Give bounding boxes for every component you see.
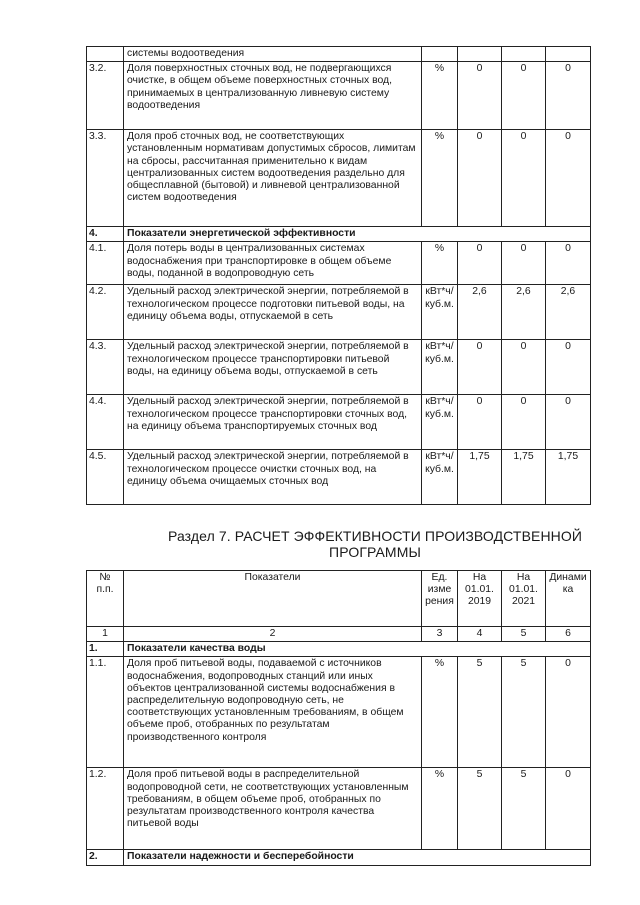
- row-value-3: 1,75: [546, 450, 591, 505]
- row-unit: %: [422, 657, 458, 768]
- table-header-row: [87, 571, 591, 627]
- header-name: Показатели: [124, 571, 422, 627]
- row-name: Удельный расход электрической энергии, потребляемой в технологическом процессе очистки сточных вод, на единицу объема очищаемых сточных вод: [124, 450, 422, 505]
- row-value-2: 5: [502, 768, 546, 850]
- row-unit: кВт*ч/куб.м.: [422, 450, 458, 505]
- row-value-1: 2,6: [458, 285, 502, 340]
- row-value-1: 0: [458, 130, 502, 227]
- row-number: 4.1.: [87, 242, 124, 285]
- section-row: [87, 642, 591, 657]
- table-row: [87, 242, 591, 285]
- row-value-3: 0: [546, 130, 591, 227]
- row-name: Доля потерь воды в централизованных системах водоснабжения при транспортировке в общем объеме воды, поданной в водопроводную сеть: [124, 242, 422, 285]
- column-number: 4: [458, 627, 502, 642]
- row-value-3: 0: [546, 62, 591, 130]
- table-row: [87, 62, 591, 130]
- row-value-1: 0: [458, 340, 502, 395]
- section-title: Показатели надежности и бесперебойности: [124, 850, 591, 865]
- row-name: Доля поверхностных сточных вод, не подвергающихся очистке, в общем объеме поверхностных сточных вод, принимаемых в централизованную ливневую систему водоотведения: [124, 62, 422, 130]
- row-value-2: 0: [502, 395, 546, 450]
- row-value-1: [458, 47, 502, 62]
- column-number: 5: [502, 627, 546, 642]
- row-value-3: 0: [546, 657, 591, 768]
- column-number: 1: [87, 627, 124, 642]
- column-number: 6: [546, 627, 591, 642]
- table-row: [87, 130, 591, 227]
- section-number: 1.: [87, 642, 124, 657]
- table-row: [87, 657, 591, 768]
- row-unit: кВт*ч/куб.м.: [422, 340, 458, 395]
- header-unit: Ед. измерения: [422, 571, 458, 627]
- section-heading: Раздел 7. РАСЧЕТ ЭФФЕКТИВНОСТИ ПРОИЗВОДСТВЕННОЙ ПРОГРАММЫ: [167, 528, 583, 560]
- table-row: [87, 47, 591, 62]
- section-number: 2.: [87, 850, 124, 865]
- row-value-3: [546, 47, 591, 62]
- row-value-3: 0: [546, 768, 591, 850]
- row-unit: [422, 47, 458, 62]
- section-title: Показатели качества воды: [124, 642, 591, 657]
- section-number: 4.: [87, 227, 124, 242]
- row-value-2: [502, 47, 546, 62]
- row-name: Доля проб питьевой воды, подаваемой с источников водоснабжения, водопроводных станций или иных объектов централизованной системы водоснабжения в распределительную водопроводную сеть, не соответствующих установленным требованиям, в общем объеме проб, отобранных по результатам производственного контроля: [124, 657, 422, 768]
- section-title: Показатели энергетической эффективности: [124, 227, 591, 242]
- row-number: 3.2.: [87, 62, 124, 130]
- row-number: 1.2.: [87, 768, 124, 850]
- row-value-1: 5: [458, 768, 502, 850]
- row-unit: %: [422, 768, 458, 850]
- row-value-3: 0: [546, 242, 591, 285]
- row-number: 4.5.: [87, 450, 124, 505]
- header-value-2: На 01.01. 2021: [502, 571, 546, 627]
- row-value-1: 0: [458, 62, 502, 130]
- row-number: 4.2.: [87, 285, 124, 340]
- table-row: [87, 340, 591, 395]
- efficiency-table: [86, 570, 591, 866]
- row-number: 4.4.: [87, 395, 124, 450]
- row-value-1: 5: [458, 657, 502, 768]
- table-row: [87, 450, 591, 505]
- row-value-2: 0: [502, 130, 546, 227]
- column-number: 3: [422, 627, 458, 642]
- indicators-table-top: [86, 46, 591, 505]
- row-name: Доля проб питьевой воды в распределительной водопроводной сети, не соответствующих установленным требованиям, в общем объеме проб, отобранных по результатам производственного контроля качества питьевой воды: [124, 768, 422, 850]
- header-num: № п.п.: [87, 571, 124, 627]
- row-number: [87, 47, 124, 62]
- row-value-2: 2,6: [502, 285, 546, 340]
- section-row: [87, 227, 591, 242]
- column-number-row: [87, 627, 591, 642]
- row-value-1: 0: [458, 242, 502, 285]
- row-name: Доля проб сточных вод, не соответствующих установленным нормативам допустимых сбросов, лимитам на сбросы, рассчитанная применительно к видам централизованных систем водоотведения раздельно для общесплавной (бытовой) и ливневой централизованной систем водоотведения: [124, 130, 422, 227]
- row-name: Удельный расход электрической энергии, потребляемой в технологическом процессе транспортировки питьевой воды, на единицу объема воды, отпускаемой в сеть: [124, 340, 422, 395]
- row-value-2: 0: [502, 62, 546, 130]
- row-unit: кВт*ч/куб.м.: [422, 395, 458, 450]
- row-value-2: 5: [502, 657, 546, 768]
- header-value-1: На 01.01. 2019: [458, 571, 502, 627]
- row-value-1: 0: [458, 395, 502, 450]
- column-number: 2: [124, 627, 422, 642]
- row-name: системы водоотведения: [124, 47, 422, 62]
- table-row: [87, 768, 591, 850]
- row-unit: %: [422, 130, 458, 227]
- row-value-3: 0: [546, 395, 591, 450]
- table-row: [87, 395, 591, 450]
- row-name: Удельный расход электрической энергии, потребляемой в технологическом процессе подготовки питьевой воды, на единицу объема воды, отпускаемой в сеть: [124, 285, 422, 340]
- row-number: 1.1.: [87, 657, 124, 768]
- row-unit: кВт*ч/куб.м.: [422, 285, 458, 340]
- row-value-2: 1,75: [502, 450, 546, 505]
- row-value-1: 1,75: [458, 450, 502, 505]
- row-value-3: 2,6: [546, 285, 591, 340]
- row-unit: %: [422, 62, 458, 130]
- section-row: [87, 850, 591, 865]
- row-name: Удельный расход электрической энергии, потребляемой в технологическом процессе транспортировки сточных вод, на единицу объема транспортируемых сточных вод: [124, 395, 422, 450]
- table-row: [87, 285, 591, 340]
- header-value-3: Динамика: [546, 571, 591, 627]
- row-value-2: 0: [502, 340, 546, 395]
- row-number: 4.3.: [87, 340, 124, 395]
- row-unit: %: [422, 242, 458, 285]
- row-value-3: 0: [546, 340, 591, 395]
- row-value-2: 0: [502, 242, 546, 285]
- row-number: 3.3.: [87, 130, 124, 227]
